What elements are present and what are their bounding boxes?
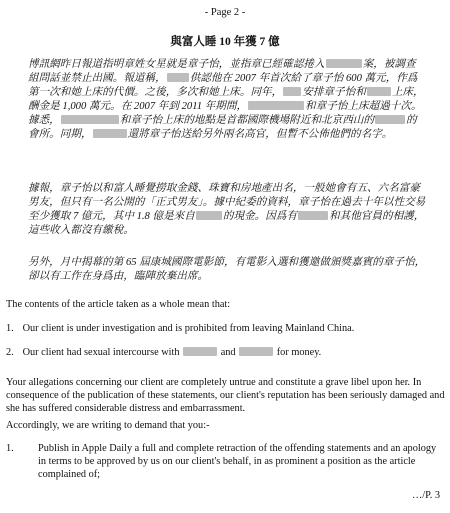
continuation-marker: …/P. 3 [411, 490, 440, 501]
item-text: Our client had sexual intercourse with [22, 347, 180, 358]
meaning-item-2 [6, 346, 446, 359]
item-number: 1. [6, 323, 14, 334]
item-number: 2. [6, 347, 14, 358]
quote-text: 還將章子怡送給另外兩名高官，但暫不公佈他們的名字。 [127, 129, 393, 141]
quote-text: 和章子怡上床的地點是首都國際機場附近和北京西山的 [119, 115, 375, 127]
redaction-mark [61, 115, 119, 124]
redaction-mark [93, 129, 127, 138]
redaction-mark [248, 101, 304, 110]
redaction-mark [183, 347, 217, 356]
quote-text: 供認他在 2007 年首次給了章子怡 600 萬元，作爲第一次和她上床的代價。之後，多次和她上床。同年， [28, 73, 418, 99]
intro-line: The contents of the article taken as a whole mean that: [6, 299, 231, 310]
redaction-mark [367, 87, 391, 96]
quoted-article-paragraph-2 [28, 182, 426, 238]
quote-text: 的現金。因爲有 [222, 211, 298, 223]
redaction-mark [239, 347, 273, 356]
quote-text: 安排章子怡和 [302, 87, 366, 99]
quote-text: 的會所。同期， [28, 115, 417, 141]
redaction-mark [375, 115, 405, 124]
quote-text: 和其他官員的相護，這些收入都沒有繳稅。 [28, 211, 425, 237]
redaction-mark [167, 73, 189, 82]
quote-text: 上床，酬金是 1,000 萬元。在 2007 年到 2011 年期間， [28, 87, 424, 113]
accordingly-line: Accordingly, we are writing to demand that you:- [6, 420, 210, 431]
quote-text: 案，被調查組問話並禁止出國。報道稱， [28, 59, 416, 85]
allegations-paragraph: Your allegations concerning our client are completely untrue and constitute a grave libel upon her. In consequence of the publication of these statements, our client's reputation has been seriously damaged and she has suffered considerable distress and embarrassment. [6, 377, 445, 414]
article-title: 與富人睡 10 年獲 7 億 [170, 36, 280, 48]
redaction-mark [196, 211, 222, 220]
meaning-item-1 [6, 322, 446, 335]
redaction-mark [283, 87, 301, 96]
demand-text: Publish in Apple Daily a full and complete retraction of the offending statements and an apology in terms to be approved by us on our client's behalf, in as prominent a position as the article complained of; [38, 443, 437, 480]
item-text: Our client is under investigation and is prohibited from leaving Mainland China. [22, 323, 355, 334]
quote-text: 據報，章子怡以和富人睡覺撈取金錢、珠寶和房地產出名，一般她會有五、六名富豪男友，但只有一名公開的「正式男友」。據中紀委的資料，章子怡在過去十年以性交易至少獲取 7 億元，其中 1.8 億是來自 [28, 183, 426, 223]
redaction-mark [298, 211, 328, 220]
quoted-article-paragraph-3: 另外，月中揭幕的第 65 屆康城國際電影節，有電影入選和獲邀做頒獎嘉賓的章子怡，卻以有工作在身爲由，臨陣放棄出席。 [28, 257, 426, 283]
demand-number: 1. [6, 443, 14, 454]
item-text: for money. [276, 347, 322, 358]
quote-text: 和章子怡上床超過十次。據悉， [28, 101, 422, 127]
quote-text: 博訊網昨日報道指明章姓女星就是章子怡，並指章已經確認捲入 [28, 59, 325, 70]
page-number-label: - Page 2 - [204, 7, 246, 18]
redaction-mark [326, 59, 362, 68]
item-text: and [220, 347, 236, 358]
quoted-article-paragraph-1 [28, 58, 426, 143]
